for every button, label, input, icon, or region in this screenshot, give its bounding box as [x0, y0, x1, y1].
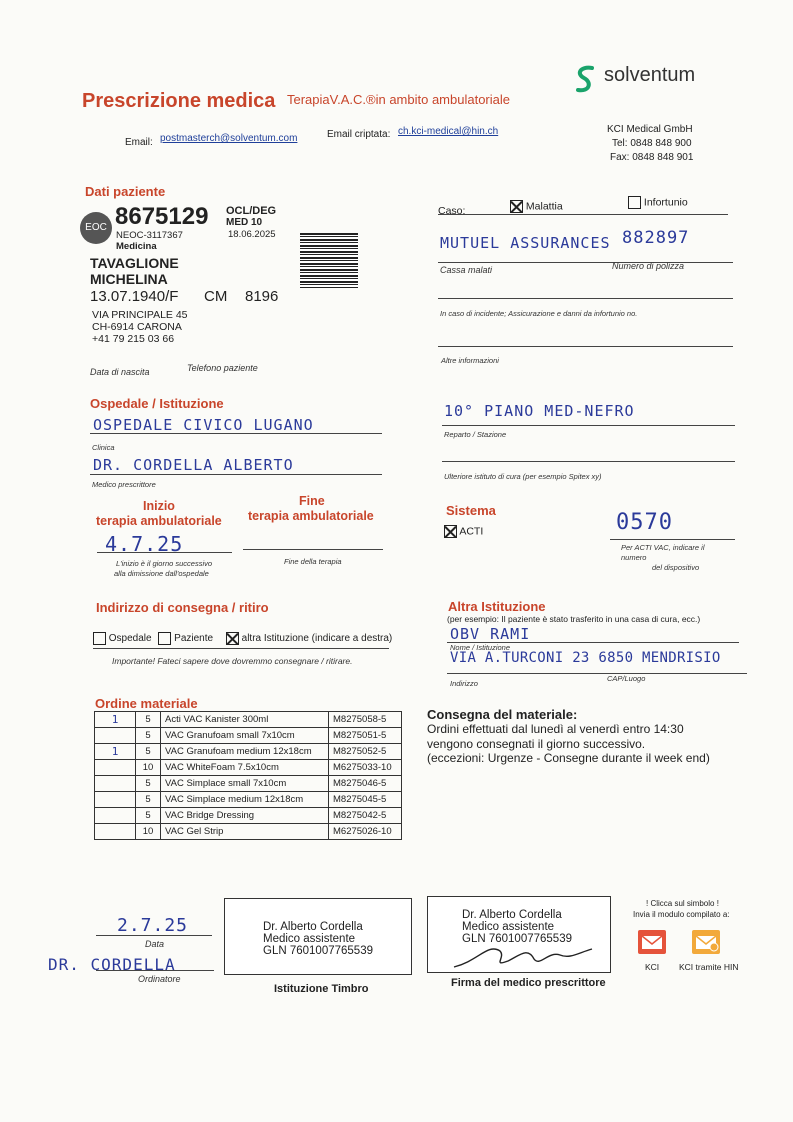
row-code: M8275058-5 — [329, 712, 402, 728]
row-mark[interactable] — [95, 760, 136, 776]
ospedale-label: Ospedale — [108, 633, 152, 645]
row-mark[interactable]: 1 — [95, 712, 136, 728]
order-section-title: Ordine materiale — [95, 696, 198, 711]
infortunio-option[interactable] — [628, 196, 688, 209]
other-info-label: Altre informazioni — [441, 356, 499, 365]
start-title: Inizio — [143, 499, 175, 513]
email-encrypted-link[interactable]: ch.kci-medical@hin.ch — [398, 126, 499, 137]
stamp-role: Medico assistente — [263, 933, 356, 945]
row-quantity: 5 — [136, 712, 161, 728]
row-mark[interactable] — [95, 776, 136, 792]
shipping-line1: Ordini effettuati dal lunedì al venerdì entro 14:30 — [427, 722, 684, 736]
row-description: VAC Simplace medium 12x18cm — [161, 792, 329, 808]
kci-mail-button[interactable] — [638, 930, 666, 954]
row-description: VAC Simplace small 7x10cm — [161, 776, 329, 792]
insurer-label: Cassa malati — [440, 265, 493, 275]
doctor-signature-box — [427, 896, 611, 973]
row-description: VAC Granufoam small 7x10cm — [161, 728, 329, 744]
shipping-line3: (eccezioni: Urgenze - Consegne durante il week end) — [427, 751, 710, 765]
patient-section-title: Dati paziente — [85, 184, 166, 199]
delivery-options — [93, 632, 392, 645]
other-institution-name-field[interactable]: OBV RAMI — [450, 625, 531, 643]
doctor-label: Medico prescrittore — [92, 480, 156, 489]
paziente-label: Paziente — [174, 633, 214, 645]
end-title: Fine — [299, 494, 325, 508]
table-row — [95, 712, 402, 728]
patient-cm-label: CM — [204, 288, 228, 305]
row-code: M6275033-10 — [329, 760, 402, 776]
row-code: M8275046-5 — [329, 776, 402, 792]
policy-label: Numero di polizza — [612, 261, 685, 271]
altra-istituzione-checkbox[interactable] — [226, 632, 239, 645]
delivery-section-title: Indirizzo di consegna / ritiro — [96, 600, 269, 615]
row-mark[interactable] — [95, 792, 136, 808]
patient-surname: TAVAGLIONE — [90, 255, 179, 271]
start-subtitle: terapia ambulatoriale — [96, 514, 222, 528]
ospedale-checkbox[interactable] — [93, 632, 106, 645]
patient-med: MED 10 — [226, 217, 263, 228]
hospital-section-title: Ospedale / Istituzione — [90, 396, 224, 411]
page-subtitle: TerapiaV.A.C.®in ambito ambulatoriale — [287, 92, 510, 107]
table-row — [95, 760, 402, 776]
table-row — [95, 808, 402, 824]
row-description: VAC Bridge Dressing — [161, 808, 329, 824]
case-label: Caso: — [438, 205, 466, 217]
malattia-label: Malattia — [525, 200, 563, 213]
sign-stamp-gln: GLN 7601007765539 — [462, 933, 572, 945]
patient-birth: 13.07.1940/F — [90, 288, 179, 305]
row-mark[interactable] — [95, 728, 136, 744]
kci-label: KCI — [645, 962, 660, 972]
patient-address2: CH-6914 CARONA — [92, 321, 182, 333]
row-code: M8275052-5 — [329, 744, 402, 760]
signature-date-field[interactable]: 2.7.25 — [117, 915, 189, 936]
end-subtitle: terapia ambulatoriale — [248, 509, 374, 523]
page-title: Prescrizione medica — [82, 90, 276, 112]
sign-stamp-role: Medico assistente — [462, 921, 555, 933]
stamp-label: Istituzione Timbro — [274, 983, 369, 995]
email-encrypted-label: Email criptata: — [327, 129, 391, 140]
row-quantity: 5 — [136, 728, 161, 744]
ordinatore-label: Ordinatore — [138, 974, 181, 984]
end-label: Fine della terapia — [284, 557, 342, 566]
row-quantity: 5 — [136, 808, 161, 824]
shipping-line2: vengono consegnati il giorno successivo. — [427, 737, 646, 751]
patient-case-code: NEOC-3117367 — [116, 230, 183, 241]
patient-number: 8675129 — [115, 203, 209, 230]
patient-ward-code: OCL/DEG — [226, 205, 277, 217]
system-note3: del dispositivo — [652, 563, 700, 572]
patient-cm-number: 8196 — [245, 288, 279, 305]
sign-stamp-name: Dr. Alberto Cordella — [462, 909, 562, 921]
stamp-name: Dr. Alberto Cordella — [263, 921, 363, 933]
patient-firstname: MICHELINA — [90, 271, 168, 287]
shipping-title: Consegna del materiale: — [427, 707, 578, 722]
start-date-field[interactable]: 4.7.25 — [105, 532, 184, 556]
acti-option[interactable] — [444, 525, 483, 538]
row-code: M8275042-5 — [329, 808, 402, 824]
infortunio-checkbox[interactable] — [628, 196, 641, 209]
table-row — [95, 824, 402, 840]
system-section-title: Sistema — [446, 503, 496, 518]
clinic-label: Clinica — [92, 443, 115, 452]
row-mark[interactable] — [95, 808, 136, 824]
row-description: Acti VAC Kanister 300ml — [161, 712, 329, 728]
row-description: VAC WhiteFoam 7.5x10cm — [161, 760, 329, 776]
email-label: Email: — [125, 137, 153, 148]
start-note1: L'inizio è il giorno successivo — [116, 559, 213, 568]
row-code: M6275026-10 — [329, 824, 402, 840]
row-quantity: 10 — [136, 824, 161, 840]
kci-hin-label: KCI tramite HIN — [679, 962, 739, 972]
table-row — [95, 792, 402, 808]
birth-label: Data di nascita — [90, 367, 150, 377]
address-label: Indirizzo — [450, 679, 478, 688]
mail-icon — [638, 930, 666, 954]
table-row — [95, 776, 402, 792]
cap-label: CAP/Luogo — [607, 674, 646, 683]
institution-stamp-box — [224, 898, 412, 975]
barcode — [300, 233, 358, 288]
ward-label: Reparto / Stazione — [444, 430, 507, 439]
eoc-badge: EOC — [80, 212, 112, 244]
kci-hin-mail-button[interactable] — [692, 930, 720, 954]
patient-address1: VIA PRINCIPALE 45 — [92, 309, 188, 321]
row-quantity: 5 — [136, 744, 161, 760]
row-mark[interactable]: 1 — [95, 744, 136, 760]
row-code: M8275051-5 — [329, 728, 402, 744]
start-note2: alla dimissione dall'ospedale — [114, 569, 209, 578]
order-table — [94, 711, 402, 840]
malattia-checkbox[interactable] — [510, 200, 523, 213]
row-code: M8275045-5 — [329, 792, 402, 808]
patient-dept: Medicina — [116, 241, 157, 252]
brand-name: solventum — [604, 64, 696, 86]
system-note2: numero — [621, 553, 647, 562]
other-care-label: Ulteriore istituto di cura (per esempio Spitex xy) — [444, 472, 602, 481]
device-number-field[interactable]: 0570 — [616, 510, 673, 535]
handwritten-signature — [448, 937, 598, 971]
acti-label: ACTI — [459, 525, 484, 538]
ward-field[interactable]: 10° PIANO MED-NEFRO — [444, 402, 635, 420]
company-tel: Tel: 0848 848 900 — [612, 138, 692, 149]
infortunio-label: Infortunio — [643, 196, 688, 209]
solventum-logo — [572, 64, 600, 101]
signature-date-label: Data — [145, 939, 165, 949]
row-quantity: 5 — [136, 776, 161, 792]
sign-label: Firma del medico prescrittore — [451, 977, 606, 989]
table-row — [95, 744, 402, 760]
altra-istituzione-label: altra Istituzione (indicare a destra) — [241, 633, 393, 645]
ordinatore-field[interactable]: DR. CORDELLA — [48, 955, 176, 974]
clinic-field[interactable]: OSPEDALE CIVICO LUGANO — [93, 416, 314, 434]
row-mark[interactable] — [95, 824, 136, 840]
stamp-gln: GLN 7601007765539 — [263, 945, 373, 957]
send-line2: Invia il modulo compilato a: — [633, 910, 730, 919]
other-institution-note: (per esempio: Il paziente è stato trasferito in una casa di cura, ecc.) — [447, 614, 701, 624]
delivery-note: Importante! Fateci sapere dove dovremmo consegnare / ritirare. — [112, 656, 353, 666]
acti-checkbox[interactable] — [444, 525, 457, 538]
row-description: VAC Granufoam medium 12x18cm — [161, 744, 329, 760]
company-fax: Fax: 0848 848 901 — [610, 152, 694, 163]
malattia-option[interactable] — [510, 200, 563, 213]
row-quantity: 5 — [136, 792, 161, 808]
patient-phone: +41 79 215 03 66 — [92, 333, 175, 345]
doctor-field[interactable]: DR. CORDELLA ALBERTO — [93, 456, 294, 474]
system-note1: Per ACTI VAC, indicare il — [621, 543, 705, 552]
patient-doc-date: 18.06.2025 — [228, 229, 276, 240]
paziente-checkbox[interactable] — [158, 632, 171, 645]
accident-label: In caso di incidente; Assicurazione e danni da infortunio no. — [440, 309, 638, 318]
other-institution-address-field[interactable]: VIA A.TURCONI 23 6850 MENDRISIO — [450, 650, 721, 666]
phone-label: Telefono paziente — [187, 363, 258, 373]
row-quantity: 10 — [136, 760, 161, 776]
company-name: KCI Medical GmbH — [607, 124, 693, 135]
table-row — [95, 728, 402, 744]
other-institution-title: Altra Istituzione — [448, 599, 546, 614]
insurer-field[interactable]: MUTUEL ASSURANCES — [440, 234, 611, 252]
secure-mail-icon — [692, 930, 720, 954]
email-link[interactable]: postmasterch@solventum.com — [160, 133, 298, 144]
row-description: VAC Gel Strip — [161, 824, 329, 840]
send-line1: ! Clicca sul simbolo ! — [646, 899, 719, 908]
other-institution-name-label: Nome / Istituzione — [450, 643, 511, 652]
policy-field[interactable]: 882897 — [622, 228, 690, 248]
solventum-mark-icon — [572, 64, 600, 96]
